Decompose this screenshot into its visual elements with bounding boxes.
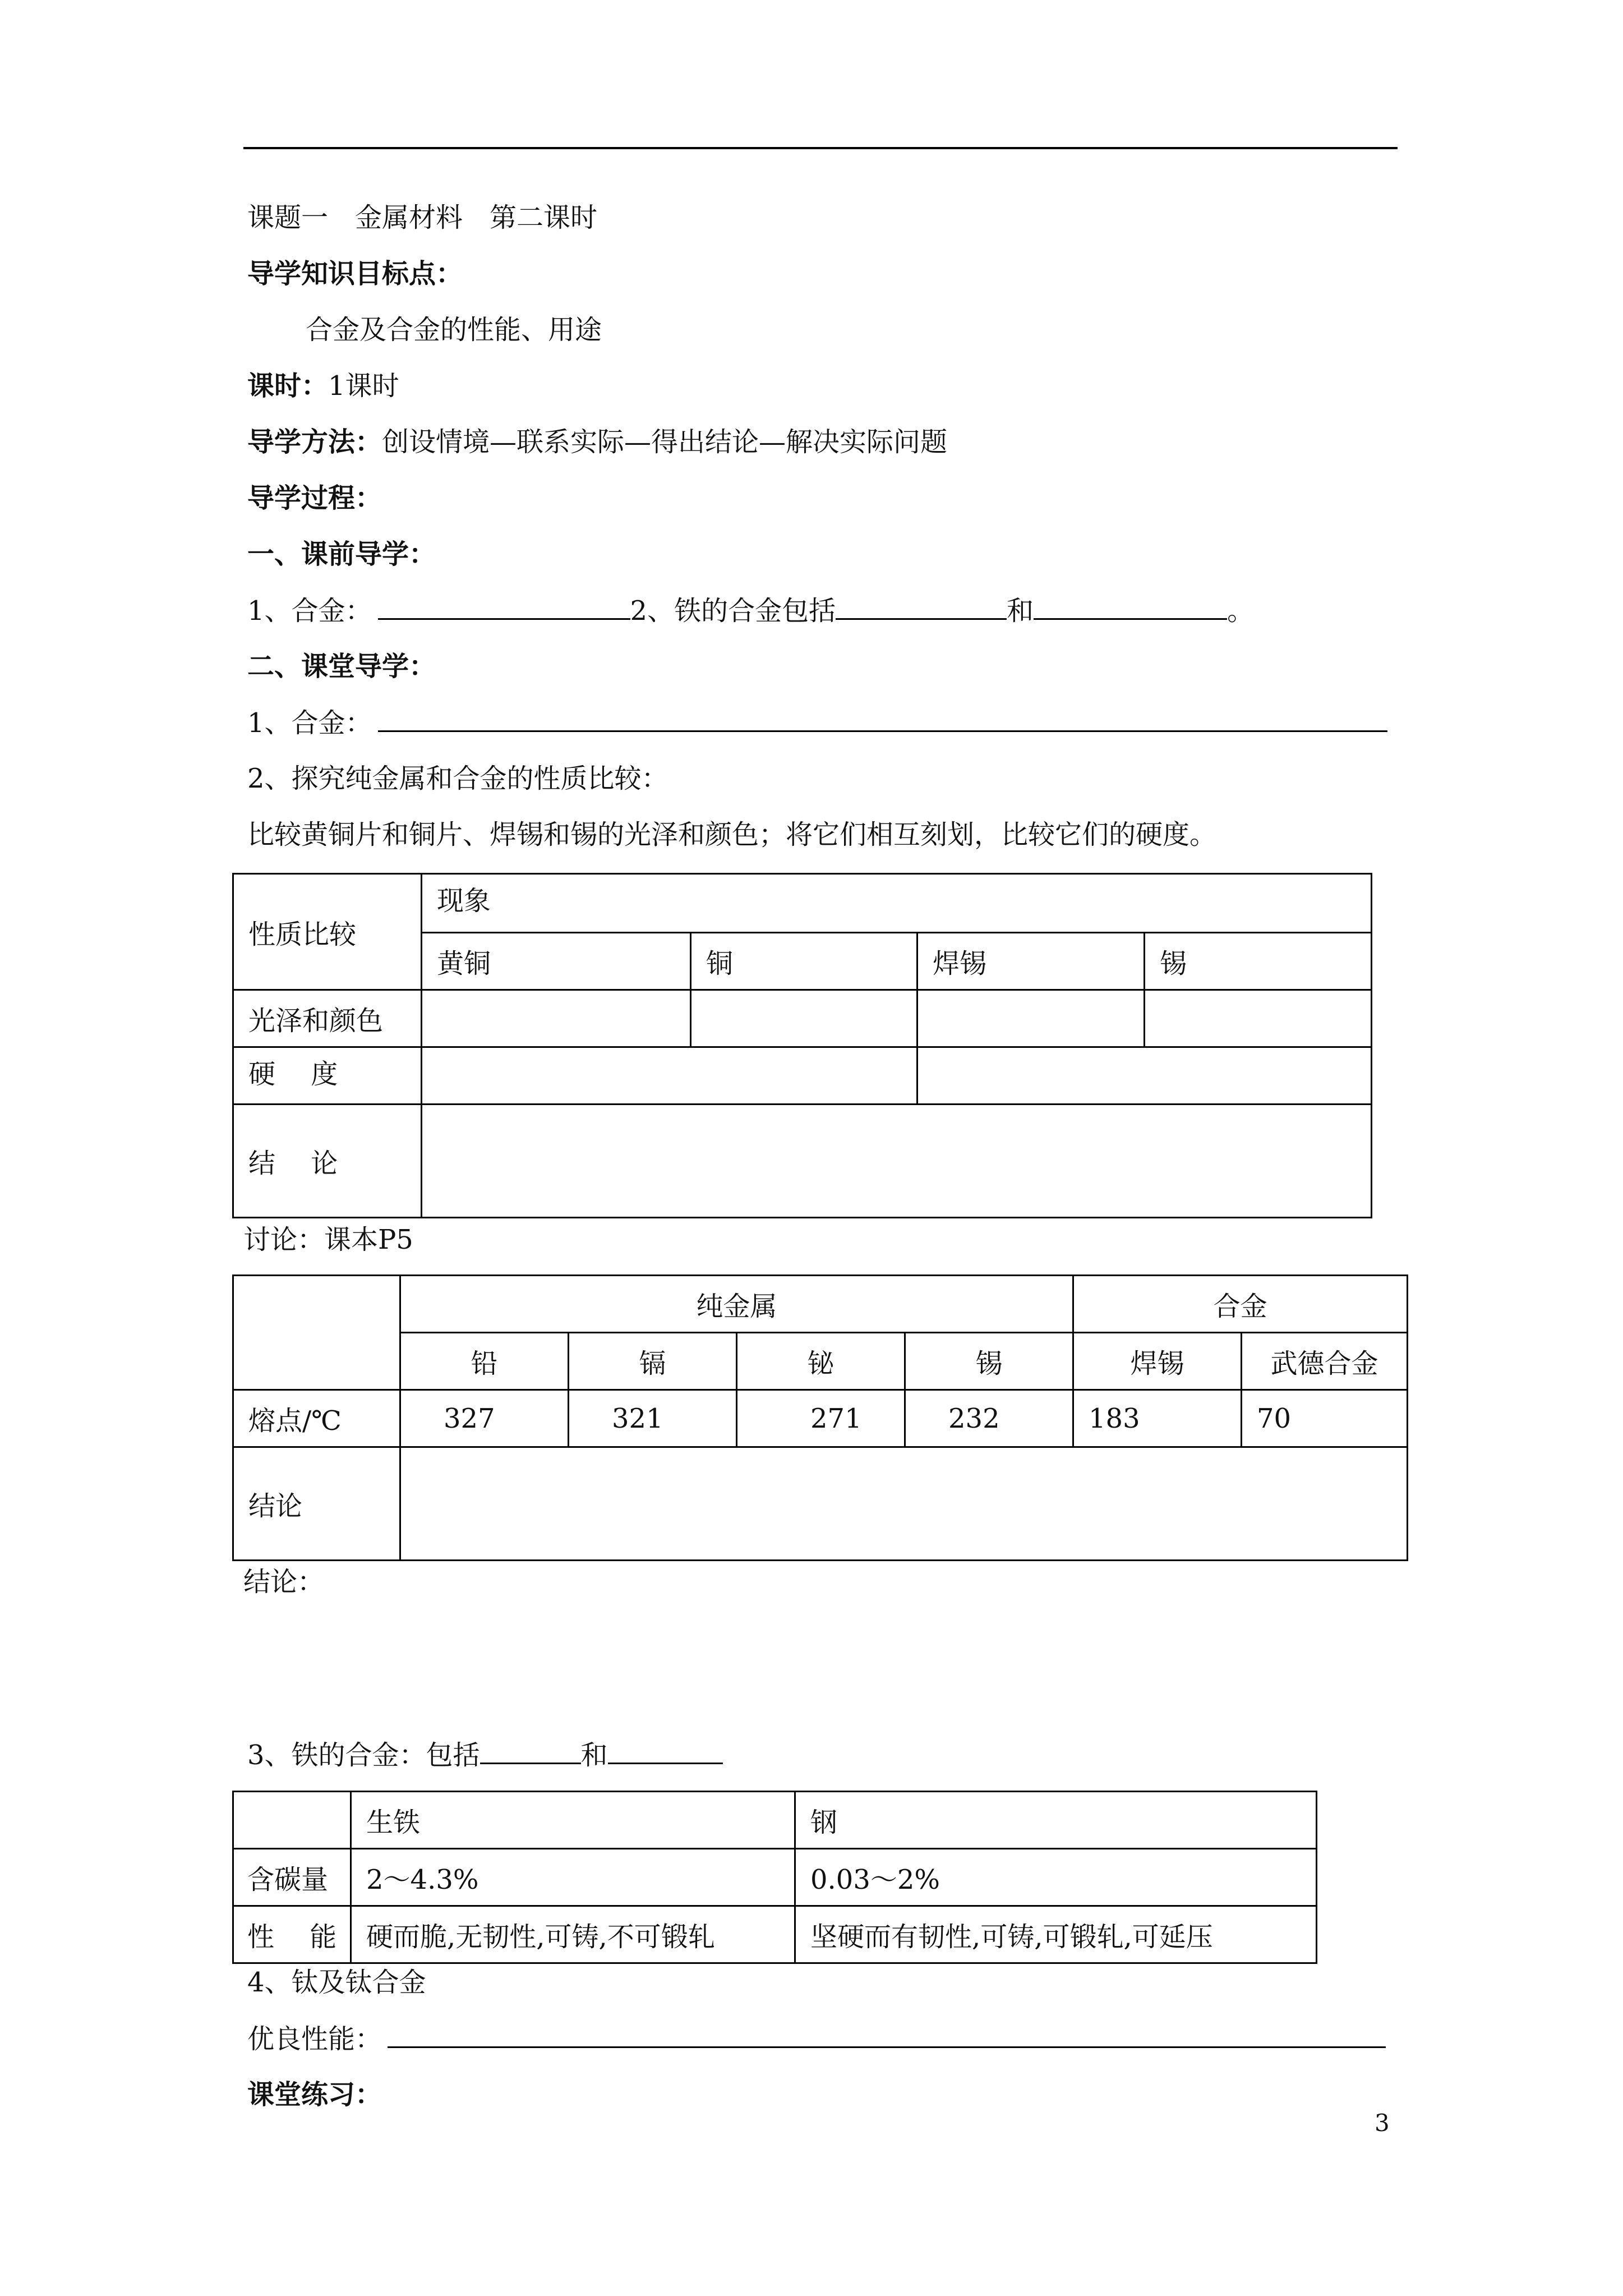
t2-metal: 焊锡 [1073, 1333, 1242, 1390]
hours-value: 1课时 [328, 370, 399, 402]
s3-prefix: 3、铁的合金：包括 [247, 1740, 480, 1771]
t2-cell[interactable] [400, 1447, 1408, 1561]
section2-q1 [247, 706, 1387, 740]
t1-row-luster: 光泽和颜色 [233, 990, 422, 1047]
t2-metal: 铅 [400, 1333, 569, 1390]
s1-q2-end: 。 [1227, 595, 1255, 627]
t1-col-copper: 铜 [691, 933, 917, 990]
t1-row-hardness: 硬 度 [233, 1047, 422, 1105]
t3-carbon-steel: 0.03～2% [795, 1849, 1317, 1906]
t2-metal: 武德合金 [1242, 1333, 1408, 1390]
header-rule [243, 147, 1398, 149]
t1-cell[interactable] [422, 990, 691, 1047]
t1-cell[interactable] [917, 1047, 1372, 1105]
lesson-title: 课题一 金属材料 第二课时 [247, 202, 598, 233]
t1-col-brass: 黄铜 [422, 933, 691, 990]
s3-and: 和 [580, 1740, 608, 1771]
s1-q2-prefix: 2、铁的合金包括 [630, 595, 836, 627]
t2-melting-value: 232 [905, 1390, 1073, 1447]
section1-questions [247, 593, 1254, 628]
page-number: 3 [1375, 2109, 1390, 2137]
discussion: 讨论：课本P5 [243, 1224, 413, 1255]
t2-group-pure: 纯金属 [400, 1276, 1073, 1333]
s1-q2-blank-1[interactable] [836, 593, 1007, 620]
conclusion-label: 结论： [243, 1566, 325, 1598]
s3-blank-2[interactable] [608, 1738, 723, 1764]
t3-properties-steel: 坚硬而有韧性,可铸,可锻轧,可延压 [795, 1906, 1317, 1963]
t3-row-carbon: 含碳量 [233, 1849, 351, 1906]
method-value: 创设情境—联系实际—得出结论—解决实际问题 [382, 426, 948, 458]
t3-header-steel: 钢 [795, 1792, 1317, 1849]
s1-q1-prefix: 1、合金： [247, 595, 372, 627]
t2-melting-value: 321 [569, 1390, 737, 1447]
t3-header-pig-iron: 生铁 [351, 1792, 795, 1849]
melting-point-table [232, 1274, 1408, 1561]
t2-row-conclusion: 结论 [233, 1447, 400, 1561]
t2-metal: 铋 [737, 1333, 905, 1390]
t1-phenomenon: 现象 [422, 874, 1372, 933]
t3-properties-iron: 硬而脆,无韧性,可铸,不可锻轧 [351, 1906, 795, 1963]
t2-melting-value: 271 [737, 1390, 905, 1447]
s1-q2-blank-2[interactable] [1034, 593, 1227, 620]
objectives-content: 合金及合金的性能、用途 [306, 314, 602, 346]
s3-blank-1[interactable] [480, 1738, 581, 1764]
s1-q1-blank[interactable] [378, 593, 630, 620]
section4-title: 4、钛及钛合金 [247, 1967, 426, 1998]
s2-q1-prefix: 1、合金： [247, 707, 372, 739]
property-comparison-table [232, 873, 1372, 1218]
section2-heading: 二、课堂导学： [247, 651, 436, 682]
t2-group-alloy: 合金 [1073, 1276, 1408, 1333]
t1-cell[interactable] [917, 990, 1145, 1047]
section2-q2-instruction: 比较黄铜片和铜片、焊锡和锡的光泽和颜色；将它们相互刻划，比较它们的硬度。 [247, 819, 1217, 850]
t2-corner [233, 1276, 400, 1390]
t1-col-solder: 焊锡 [917, 933, 1145, 990]
t2-melting-value: 183 [1073, 1390, 1242, 1447]
section3-line [247, 1738, 723, 1772]
section1-heading: 一、课前导学： [247, 539, 436, 570]
s4-property-blank[interactable] [388, 2022, 1386, 2048]
practice-label: 课堂练习： [247, 2079, 382, 2110]
t2-melting-value: 70 [1242, 1390, 1408, 1447]
iron-alloy-table [232, 1791, 1317, 1964]
section2-q2-title: 2、探究纯金属和合金的性质比较： [247, 763, 668, 794]
s1-q2-and: 和 [1007, 595, 1034, 627]
s4-property-prefix: 优良性能： [247, 2023, 382, 2055]
t1-cell[interactable] [422, 1105, 1372, 1218]
t2-row-melting: 熔点/℃ [233, 1390, 400, 1447]
t1-corner: 性质比较 [233, 874, 422, 990]
t3-carbon-iron: 2～4.3% [351, 1849, 795, 1906]
objectives-label: 导学知识目标点： [247, 258, 463, 289]
s2-q1-blank[interactable] [378, 706, 1387, 732]
process-label: 导学过程： [247, 482, 382, 514]
method-label: 导学方法： [247, 426, 382, 458]
t3-row-properties: 性 能 [233, 1906, 351, 1963]
section4-property-line [247, 2022, 1386, 2056]
hours-label: 课时： [247, 370, 329, 402]
method-line [247, 425, 947, 459]
t2-melting-value: 327 [400, 1390, 569, 1447]
t1-row-conclusion: 结 论 [233, 1105, 422, 1218]
t2-metal: 锡 [905, 1333, 1073, 1390]
t2-metal: 镉 [569, 1333, 737, 1390]
t1-cell[interactable] [691, 990, 917, 1047]
t1-col-tin: 锡 [1145, 933, 1372, 990]
t1-cell[interactable] [1145, 990, 1372, 1047]
t1-cell[interactable] [422, 1047, 917, 1105]
t3-corner [233, 1792, 351, 1849]
hours-line [247, 369, 399, 403]
